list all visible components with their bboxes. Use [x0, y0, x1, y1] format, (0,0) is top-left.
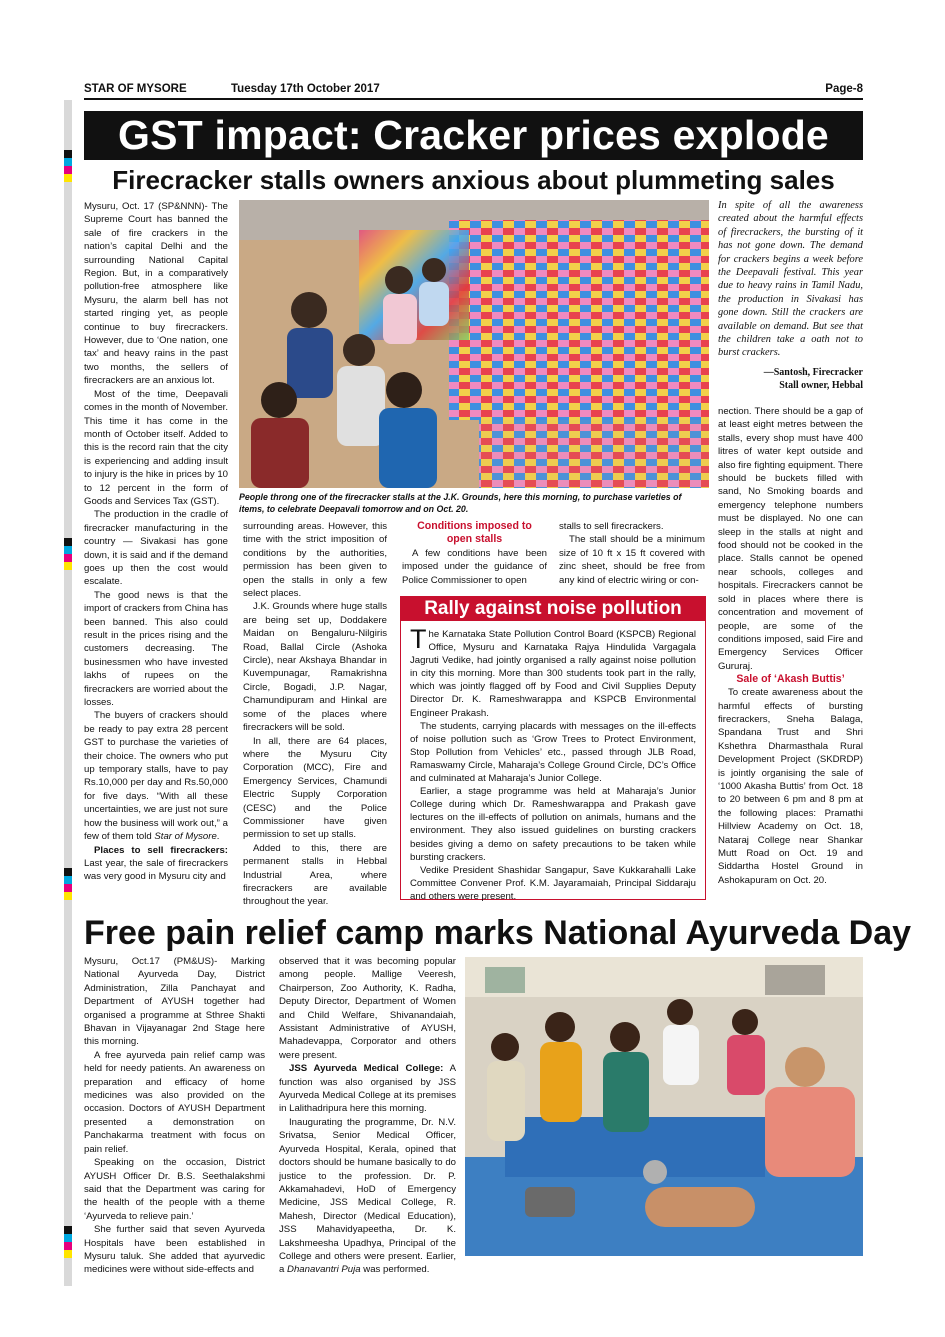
story2-column-2 — [279, 955, 456, 1285]
story2-para-text: was performed. — [360, 1264, 430, 1276]
rally-box — [400, 596, 706, 900]
swatch-yellow — [64, 1250, 72, 1258]
main-headline: GST impact: Cracker prices explode — [84, 111, 863, 160]
story1-para: To create awareness about the harmful effects of bursting firecrackers, Sneha Balaga, Spandana Trust and Shri Kshethra Dharmasthala Rural Development Project (SKDRDP) is jointly organising the sale of ‘1000 Akasha Buttis’ from Oct. 18 to 20 between 6 pm and 8 pm at the following places: Pramathi Hillview Academy on Oct. 18, Nataraj College near Shankar Mutt Road on Oct. 19 and Siddartha Hostel Ground in Ashokapuram on Oct. 20. — [718, 687, 863, 886]
story1-column-1 — [84, 200, 228, 912]
subsection-head: Places to sell firecrackers: — [94, 844, 228, 856]
swatch-cyan — [64, 158, 72, 166]
story1-para: In all, there are 64 places, where the Mysuru City Corporation (MCC), Fire and Emergency Services, Chamundi Electric Supply Corporation (CESC) and the Police Commissioner have given permission to set up stalls. — [243, 735, 387, 841]
story2-para-text: Inaugurating the programme, Dr. N.V. Srivatsa, Senior Medical Officer, Ayurveda Hospital, Kerala, opined that doctors should be humane basically to do justice to the profession. Dr. P. Akkamahadevi, HoD of Emergency Medicine, JSS Medical College, R. Mahesh, Director (Medical Education), JSS Mahavidyapeetha, Dr. K. Lakshmeesha Upadhya, Principal of the College and others were present. Earlier, a — [279, 1116, 456, 1276]
story1-para: Most of the time, Deepavali comes in the month of November. This time it has come in the month of October itself. Added to this is the record rain that the city is experiencing and adding insult to injury is the hike in prices by 10 to 12 percent in the form of Goods and Services Tax (GST). — [84, 388, 228, 507]
swatch-cyan — [64, 876, 72, 884]
swatch-black — [64, 538, 72, 546]
story2-para: She further said that seven Ayurveda Hospitals have been established in Mysuru taluk. She added that ayurvedic medicines were without side-effects and — [84, 1224, 265, 1276]
subsection-head: JSS Ayurveda Medical College: — [289, 1063, 444, 1075]
story2-para: Speaking on the occasion, District AYUSH Officer Dr. B.S. Seethalakshmi said that the Department was caring for the health of the people with a theme ‘Ayurveda to relieve pain.’ — [84, 1157, 265, 1222]
story1-para: nection. There should be a gap of at least eight metres between the stalls, every shop must have 400 litres of water kept outside and also fire fighting equipment. There should be buckets filled with sand, No Smoking boards and emergency telephone numbers must be displayed. No one can sleep in the stalls at night and food should not be cooked in the place. Stalls cannot be opened near schools, colleges and hospitals. Firecrackers cannot be sold in places where there is concentration and movement of people, are some of the conditions imposed, said Fire and Emergency Services Officer Gururaj. — [718, 406, 863, 672]
main-subhead: Firecracker stalls owners anxious about plummeting sales — [112, 165, 835, 195]
photo-caption: People throng one of the firecracker stalls at the J.K. Grounds, here this morning, to purchase varieties of items, to celebrate Deepavali tomorrow and on Oct. 20. — [239, 492, 682, 514]
swatch-yellow — [64, 174, 72, 182]
swatch-magenta — [64, 554, 72, 562]
story2-para-text: A function was also organised by JSS Ayurveda Medical College at its premises in Lalithadripura here this morning. — [279, 1063, 456, 1115]
story1-para — [84, 844, 228, 884]
swatch-cyan — [64, 1234, 72, 1242]
story1-column-2 — [243, 520, 387, 910]
swatch-cyan — [64, 546, 72, 554]
story1-para: The good news is that the import of crackers from China has been banned. This also could result in the prices rising and the customers decreasing. The businessmen who have invested lakhs of rupees on the firecrackers are worried about the losses. — [84, 589, 228, 709]
story1-para-text: . — [216, 831, 220, 843]
swatch-black — [64, 1226, 72, 1234]
paper-reference: Star of Mysore — [154, 831, 217, 843]
story1-para: stalls to sell firecrackers. — [559, 521, 664, 532]
story2-para: Mysuru, Oct.17 (PM&US)- Marking National Ayurveda Day, District Administration, Zilla Panchayat and Department of AYUSH together had organised a programme at Sthree Shakti Bhavan in Vijayanagar 2nd Stage here this morning. — [84, 956, 265, 1048]
story1-column-4 — [559, 520, 705, 592]
swatch-magenta — [64, 166, 72, 174]
story1-column-5 — [718, 405, 863, 910]
story1-para: The production in the cradle of firecracker manufacturing in the country — Sivakasi has gone down, it is said and if the demand goes up then the cost would escalate. — [84, 509, 228, 588]
story2-column-1 — [84, 955, 265, 1285]
story1-para: A few conditions have been imposed under the guidance of Police Commissioner to open — [402, 548, 547, 586]
story1-para: J.K. Grounds where huge stalls are being set up, Doddakere Maidan on Bengaluru-Nilgiris Road, Ballal Circle (Ashoka Circle), near Akshaya Bhandar in Kuvempunagar, Ramakrishna Circle, Bogadi, J.P. Nagar, Chamundipuram and Hinkal are some of the places where firecrackers will be sold. — [243, 601, 387, 734]
rally-para: The students, carrying placards with messages on the ill-effects of noise pollution such as ‘Grow Trees to Protect Environment, Stop Pollution from Vehicles’ etc., passed through JLB Road, Ramaswamy Circle, Maharaja’s College Ground Circle, DC’s Office and culminated at Maharaja’s Junior College. — [410, 720, 696, 785]
issue-date: Tuesday 17th October 2017 — [231, 83, 380, 95]
pull-quote: In spite of all the awareness created about the harmful effects of firecrackers, the bursting of it has not gone down. The demand for crackers begins a week before the Deepavali festival. This year due to heavy rains in Tamil Nadu, the production in Sivakasi has gone down. Still the crackers are available on demand. But see that the children take a oath not to burst crackers. — [718, 200, 863, 359]
rally-body — [410, 624, 696, 903]
story2-para: observed that it was becoming popular among people. Mallige Veeresh, Chairperson, Zoo Authority, K. Radha, Deputy Director, Department of Women and Child Welfare, Shivanandaiah, Assistant Administrative of AYUSH, Mahadevappa, Corporator and others were present. — [279, 956, 456, 1061]
story1-para: Added to this, there are permanent stalls in Hebbal Industrial Area, where firecrackers are available throughout the year. — [243, 842, 387, 908]
story2-para — [279, 1116, 456, 1277]
puja-name: Dhanavantri Puja — [287, 1264, 361, 1276]
rally-para-text: he Karnataka State Pollution Control Board (KSPCB) Regional Office, Mysuru and Karnataka Rajya Hindulida Vargagala Jagruti Vedike, had jointly organised a rally against noise pollution in city this morning. More than 300 students took part in the rally, which was jointly flagged off by Food and Civil Supplies Deputy Director Dr. K. Rameshwarappa and KSPCB Environmental Engineer Prakash. — [410, 629, 696, 719]
story1-column-3 — [402, 520, 547, 592]
story1-para: The stall should be a minimum size of 10 ft x 15 ft covered with zinc sheet, should be free from any kind of electric wiring or con- — [559, 534, 705, 586]
story2-para — [279, 1062, 456, 1116]
drop-cap: T — [410, 624, 427, 654]
quote-attribution — [718, 366, 863, 392]
story2-para: A free ayurveda pain relief camp was held for needy patients. An awareness on preparation and efficacy of home medicines was also provided on the occasion. Doctors of AYUSH Department presented a demonstration on Panchakarma treatment with focus on pain relief. — [84, 1049, 265, 1155]
registration-bar — [64, 100, 72, 1286]
rally-para: Vedike President Shashidar Sangapur, Save Kukkarahalli Lake Committee Convener Prof. K.M. Jayaramaiah, Principal Siddaraju and others were present. — [410, 864, 696, 902]
swatch-yellow — [64, 562, 72, 570]
rally-para: Earlier, a stage programme was held at Maharaja’s Junior College during which Dr. Rameshwarappa and Prakash gave lectures on the ill-effects of pollution on animals, humans and the environment. They also issued guidelines on bursting crackers besides giving a demo on safety precautions to be taken while bursting crackers. — [410, 786, 696, 863]
story1-para — [84, 709, 228, 843]
ayurveda-headline: Free pain relief camp marks National Ayurveda Day — [84, 914, 912, 952]
story1-para: Mysuru, Oct. 17 (SP&NNN)- The Supreme Court has banned the sale of fire crackers in the nation’s capital Delhi and the surrounding National Capital Region. But, in a comparatively pollution-free atmosphere like Mysuru, the alarm bell has not started ringing yet, as people continue to buy firecrackers. However, due to ‘One nation, one tax’ and heavy rains in the past two months, the sellers of firecrackers are an anxious lot. — [84, 201, 228, 387]
swatch-black — [64, 868, 72, 876]
story1-para-text: The buyers of crackers should be ready to pay extra 28 percent GST to purchase the varieties of their choice. The owners who put up temporary stalls, have to pay Rs.10,000 per day and Rs.50,000 for five days. “With all these uncertainties, we are just not sure how the business will work out,” a few of them told — [84, 710, 228, 843]
conditions-subhead: Conditions imposed to open stalls — [417, 520, 532, 545]
rally-title: Rally against noise pollution — [401, 597, 705, 621]
akash-buttis-subhead: Sale of ‘Akash Buttis’ — [736, 673, 845, 686]
quote-attribution-line: Stall owner, Hebbal — [779, 380, 863, 391]
rally-para — [410, 624, 696, 720]
quote-attribution-line: —Santosh, Firecracker — [763, 367, 863, 378]
paper-name: STAR OF MYSORE — [84, 83, 187, 95]
ayurveda-camp-photo — [465, 957, 863, 1256]
swatch-yellow — [64, 892, 72, 900]
story1-para: surrounding areas. However, this time with the strict imposition of conditions by the authorities, permission has been given to open the stalls in only a few select places. — [243, 521, 387, 600]
swatch-magenta — [64, 1242, 72, 1250]
firecracker-stall-photo — [239, 200, 709, 488]
swatch-magenta — [64, 884, 72, 892]
page-number: Page-8 — [825, 83, 863, 95]
masthead — [84, 82, 863, 100]
swatch-black — [64, 150, 72, 158]
story1-para-text: Last year, the sale of firecrackers was very good in Mysuru city and — [84, 857, 228, 883]
